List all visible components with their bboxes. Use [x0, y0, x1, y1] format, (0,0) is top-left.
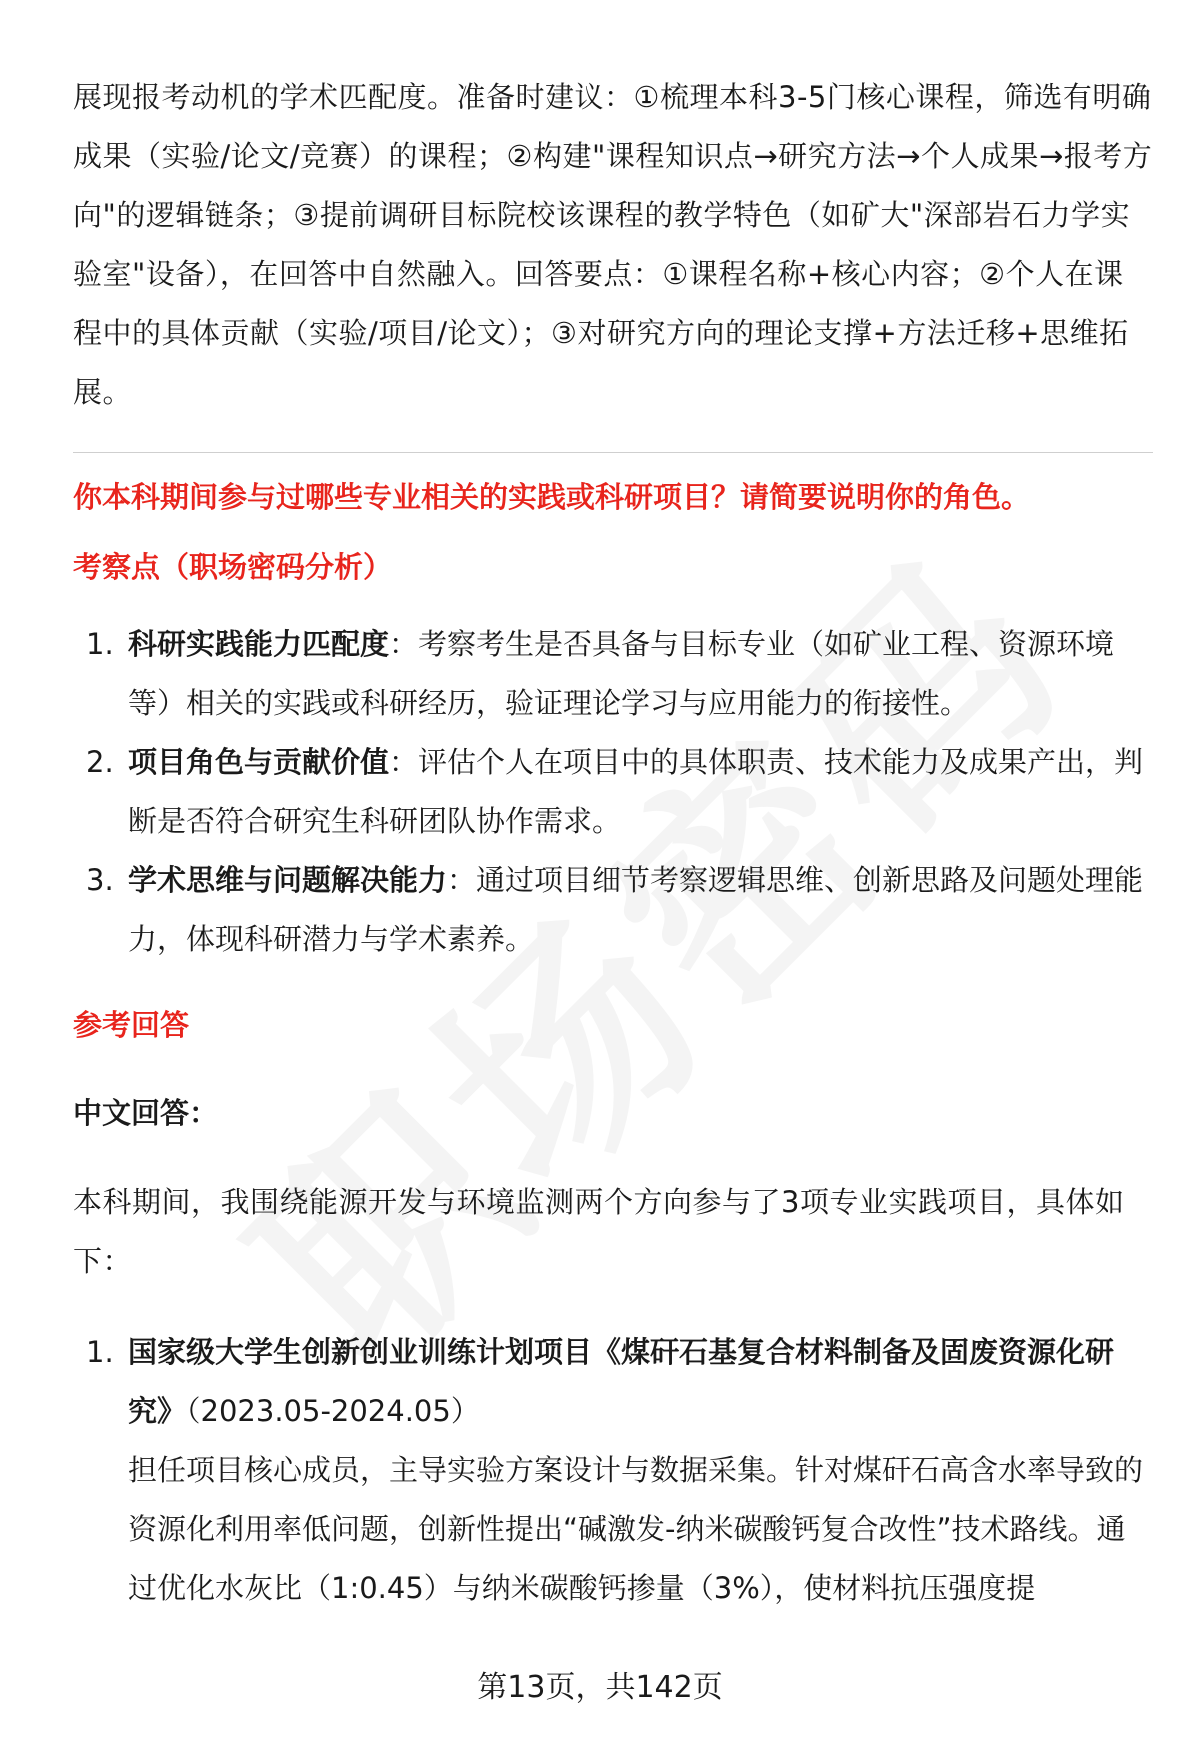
- exam-point-item: [73, 851, 1153, 969]
- top-paragraph: 展现报考动机的学术匹配度。准备时建议：①梳理本科3-5门核心课程，筛选有明确成果（实验/论文/竞赛）的课程；②构建"课程知识点→研究方法→个人成果→报考方向"的逻辑链条；③提前调研目标院校该课程的教学特色（如矿大"深部岩石力学实验室"设备），在回答中自然融入。回答要点：①课程名称+核心内容；②个人在课程中的具体贡献（实验/项目/论文）；③对研究方向的理论支撑+方法迁移+思维拓展。: [73, 80, 1153, 409]
- exam-point-title: 学术思维与问题解决能力: [128, 863, 448, 897]
- project-title: 国家级大学生创新创业训练计划项目《煤矸石基复合材料制备及固废资源化研究》: [128, 1335, 1115, 1428]
- list-number: 1.: [86, 627, 114, 661]
- exam-points-heading: 考察点（职场密码分析）: [73, 550, 393, 584]
- chinese-answer-heading: 中文回答：: [73, 1096, 219, 1130]
- project-description: 担任项目核心成员，主导实验方案设计与数据采集。针对煤矸石高含水率导致的资源化利用率低问题，创新性提出“碱激发-纳米碳酸钙复合改性”技术路线。通过优化水灰比（1:0.45）与纳米碳酸钙掺量（3%），使材料抗压强度提: [128, 1453, 1144, 1605]
- list-number: 1.: [86, 1335, 114, 1369]
- exam-point-text: ：通过项目细节考察逻辑思维、创新思路及问题处理能力，体现科研潜力与学术素养。: [128, 863, 1144, 956]
- page-content: [73, 68, 1153, 1618]
- projects-list: [73, 1323, 1153, 1618]
- exam-point-text: ：评估个人在项目中的具体职责、技术能力及成果产出，判断是否符合研究生科研团队协作需求。: [128, 745, 1144, 838]
- project-item: [73, 1323, 1153, 1618]
- list-number: 3.: [86, 863, 114, 897]
- answer-intro: 本科期间，我围绕能源开发与环境监测两个方向参与了3项专业实践项目，具体如下：: [73, 1185, 1125, 1278]
- list-number: 2.: [86, 745, 114, 779]
- exam-point-title: 科研实践能力匹配度: [128, 627, 390, 661]
- question-heading: 你本科期间参与过哪些专业相关的实践或科研项目？请简要说明你的角色。: [73, 480, 1031, 514]
- exam-point-title: 项目角色与贡献价值: [128, 745, 390, 779]
- project-period: （2023.05-2024.05）: [186, 1394, 480, 1428]
- reference-answer-heading: 参考回答: [73, 1008, 190, 1042]
- page-footer: 第13页，共142页: [477, 1670, 723, 1705]
- section-divider: [73, 452, 1153, 453]
- exam-points-list: [73, 615, 1153, 969]
- exam-point-item: [73, 733, 1153, 851]
- exam-point-item: [73, 615, 1153, 733]
- exam-point-text: ：考察考生是否具备与目标专业（如矿业工程、资源环境等）相关的实践或科研经历，验证理论学习与应用能力的衔接性。: [128, 627, 1115, 720]
